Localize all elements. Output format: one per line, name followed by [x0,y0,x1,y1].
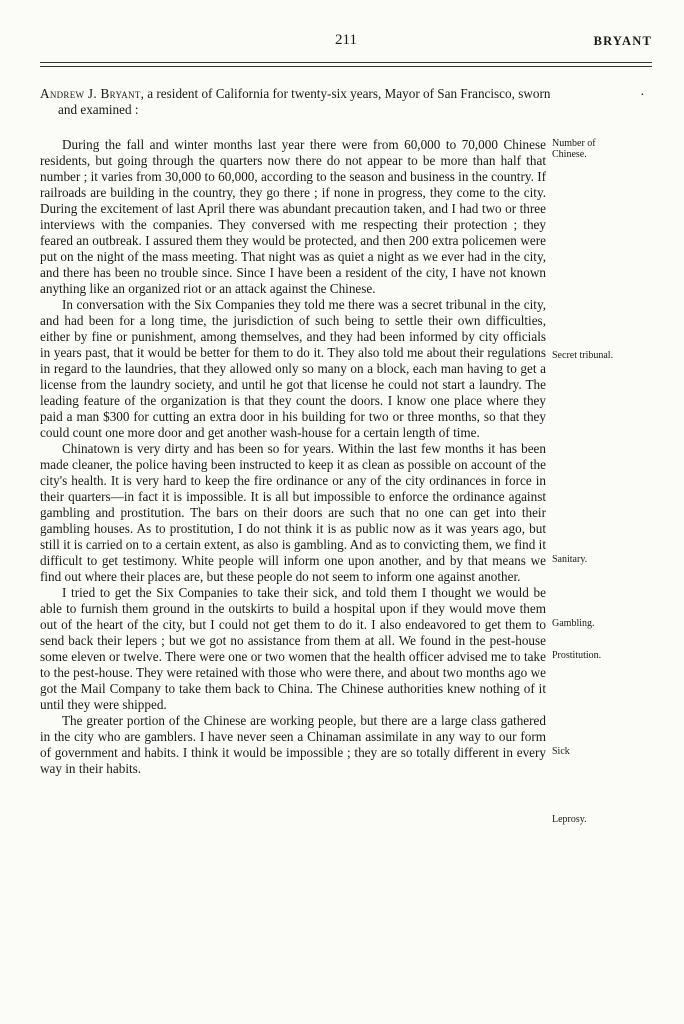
header-rule-top [40,62,652,63]
side-note-gambling: Gambling. [552,618,595,629]
paragraph: During the fall and winter months last year there were from 60,000 to 70,000 Chinese residents, but going through the quarters now there do not appear to be more than half that number ; it varies from 30,000 to 60,000, according to the season and business in the country. If railroads are building in the country, they go there ; if none in progress, they come to the city. During the excitement of last April there was abundant precaution taken, and I had two or three interviews with the companies. They conversed with me respecting their protection ; they feared an outbreak. I assured them they would be protected, and then 200 extra policemen were put on the night of the mass meeting. That night was as quiet a night as we ever had in the city, and there has been no trouble since. Since I have been a resident of the city, I have not known anything like an organized riot or an attack against the Chinese. [40,137,546,296]
witness-name: Andrew J. Bryant [40,86,141,101]
side-note-sick: Sick [552,746,570,757]
witness-description: , a resident of California for twenty-six years, Mayor of San Francisco, sworn and examined : [58,86,551,117]
stray-mark: · [640,88,645,103]
paragraph: I tried to get the Six Companies to take their sick, and told them I thought we would be able to furnish them ground in the outskirts to build a hospital upon if they would move them out of the heart of the city, but I could not get them to do it. I also endeavored to get them to send back their lepers ; but we got no assistance from them at all. We found in the pest-house some eleven or twelve. There were one or two women that the health officer advised me to take to the pest-house. They were retained with those who were there, and about two months ago we got the Mail Company to take them back to China. The Chinese authorities knew nothing of it until they were shipped. [40,585,546,712]
side-note-secret-tribunal: Secret tribunal. [552,350,614,361]
paragraph: Chinatown is very dirty and has been so for years. Within the last few months it has been made cleaner, the police having been instructed to keep it as clean as possible on account of the city's health. It is very hard to keep the fire ordinance or any of the city ordinances in force in their quarters—in fact it is impossible. It is all but impossible to enforce the ordinance against gambling and prostitution. The bars on their doors are such that no one can get into their gambling houses. As to prostitution, I do not think it is as public now as it was years ago, but still it is carried on to a certain extent, as also is gambling. And as to convicting them, we find it difficult to get testimony. White people will inform one upon another, and by that means we find out where their places are, but these people do not seem to inform one against another. [40,441,546,584]
testimony-body [40,137,546,777]
paragraph: In conversation with the Six Companies they told me there was a secret tribunal in the city, and had been for a long time, the jurisdiction of such being to settle their own difficulties, either by fine or punishment, among themselves, and they had been informed by city officials in years past, that it would be better for them to do it. They also told me about their regulations in regard to the laundries, that they allowed only so many on a block, each man having to get a license from the laundry society, and until he got that license he could not start a laundry. The leading feature of the organization is that they count the doors. I know one place where they paid a man $300 for cutting an extra door in his building for two or three months, so that they could count one more door and get another wash-house for a certain length of time. [40,297,546,440]
witness-intro [40,86,564,118]
page-header [40,32,652,54]
side-note-number-of-chinese: Number of Chinese. [552,138,596,160]
running-head: BRYANT [593,34,652,48]
page-number: 211 [335,32,357,48]
side-note-prostitution: Prostitution. [552,650,602,661]
paragraph: The greater portion of the Chinese are working people, but there are a large class gathered in the city who are gamblers. I have never seen a Chinaman assimilate in any way to our form of government and habits. I think it would be impossible ; they are so totally different in every way in their habits. [40,713,546,776]
side-note-sanitary: Sanitary. [552,554,588,565]
header-rule-bottom [40,66,652,67]
side-note-leprosy: Leprosy. [552,814,587,825]
